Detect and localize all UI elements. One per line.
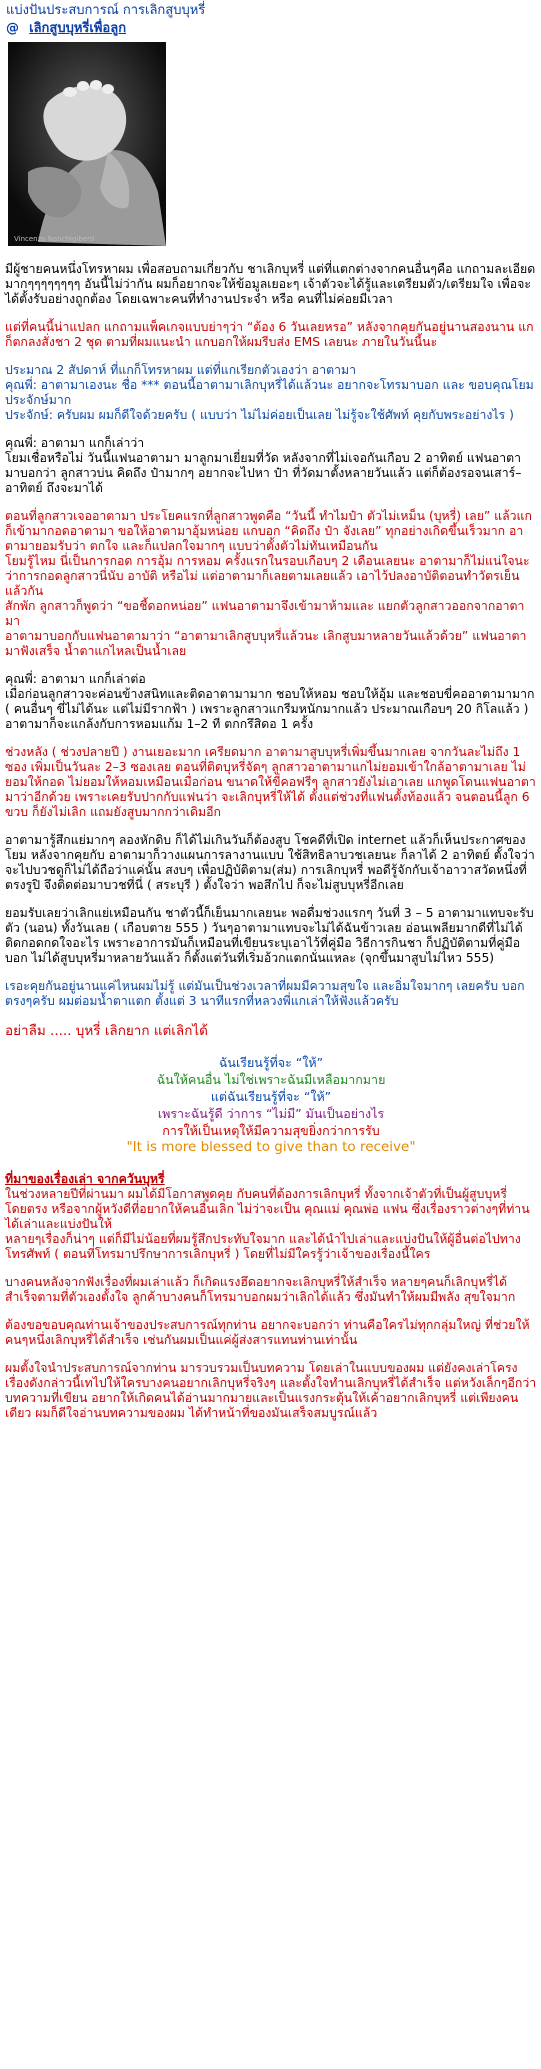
story-paragraph-3: ประมาณ 2 สัปดาห์ ที่แกก็โทรหาผม แต่ที่แกเรียกตัวเองว่า อาตามา คุณพี่: อาตามาเองนะ ชื่อ *** ตอนนี้อาตามาเลิกบุหรี่ได้แล้วนะ อยากจะโทรมาบอก และ ขอบคุณโยมประจักษ์มาก ประจักษ์: ครับผม ผมก็ดีใจด้วยครับ ( แบบว่า ไม่ไม่ค่อยเป็นเลย ไม่รู้จะใช้ศัพท์ คุยกับพระอย่างไร ): [5, 363, 534, 422]
poem-line-4: เพราะฉันรู้ดี ว่าการ “ไม่มี” มันเป็นอย่างไร: [157, 1106, 385, 1121]
hands-illustration: [8, 42, 166, 246]
story-paragraph-8: อาตามารู้สึกแย่มากๆ ลองหักดิบ ก็ได้ไม่เกินวันก็ต้องสูบ โชคดีที่เปิด internet แล้วก็เห็นประกาศของโยม หลังจากคุยกับ อาตามาก็วางแผนการลางานแบบ ใช้สิทธิลาบวชเลยนะ ก็ลาได้ 2 อาทิตย์ ตั้งใจว่าจะไปบวชดูก็ไม่ได้ถือว่าแค่นั้น สงบๆ เพื่อปฏิบัติตาม(ส่ม) การเลิกบุหรี่ พอดีรู้จักกับเจ้าอาวาสวัดหนึ่งที่ตรงรูปิ จึงติดต่อมาบวชที่นี่ ( สระบุรี ) ตั้งใจว่า พอสึกไป ก็จะไม่สูบบุหรี่อีกเลย: [5, 833, 535, 892]
story-paragraph-5: ตอนที่ลูกสาวเจออาตามา ประโยคแรกที่ลูกสาวพูดคือ “วันนี้ ทำไมป๋า ตัวไม่เหม็น (บุหรี่) เลย” แล้วแกก็เข้ามากอดอาตามา ขอให้อาตามาอุ้มหน่อย แกบอก “คิดถึง ป๋า จังเลย” ทุกอย่างเกิดขึ้นเร็วมาก อาตามายอมรับว่า ตกใจ และก็แปลกใจมากๆ แบบว่าตั้งตัวไม่ทันเหมือนกัน โยมรู้ไหม นี่เป็นการกอด การอุ้ม การหอม ครั้งแรกในรอบเกือบๆ 2 เดือนเลยนะ อาตามาก็ไม่แน่ใจนะ ว่าการกอดลูกสาวนี่นับ อาบัติ หรือไม่ แต่อาตามาก็เลยตามเลยแล้ว เอาไว้ปลงอาบัติตอนทำวัตรเย็นแล้วกัน สักพัก ลูกสาวก็พูดว่า “ขอชี้ดอกหน่อย” แฟนอาตามาจึงเข้ามาห้ามและ แยกตัวลูกสาวออกจากอาตามา อาตามาบอกกับแฟนอาตามาว่า “อาตามาเลิกสูบบุหรี่แล้วนะ เลิกสูบมาหลายวันแล้วด้วย” แฟนอาตามาฟังเสร็จ น้ำตาแกไหลเป็นน้ำเลย: [5, 509, 532, 658]
story-paragraph-6: คุณพี่: อาตามา แกก็เล่าต่อ เมื่อก่อนลูกสาวจะค่อนข้างสนิทและติดอาตามามาก ชอบให้หอม ชอบให้อุ้ม และชอบขี่คออาตามามาก ( คนอื่นๆ ขี่ไม่ได้นะ แต่ไม่มีรากฟ้า ) เพราะลูกสาวแกรีมหนักมากแล้ว ประมาณเกือบๆ 20 กิโลแล้ว ) อาตามาก็จะแกล้งกับการหอมแก้ม 1–2 ที ตกกรึสิดอ 1 ครั้ง: [5, 672, 535, 731]
source-paragraph-2: บางคนหลังจากฟังเรื่องที่ผมเล่าแล้ว ก็เกิดแรงฮึดอยากจะเลิกบุหรี่ให้สำเร็จ หลายๆคนก็เลิกบุหรี่ได้สำเร็จตามที่ตัวเองตั้งใจ ลูกค้าบางคนก็โทรมาบอกผมว่าเลิกได้แล้ว ซึ่งมันทำให้ผมมีพลัง สุขใจมาก: [5, 1275, 516, 1304]
hands-photo: [8, 42, 166, 246]
poem-line-3: แต่ฉันเรียนรู้ที่จะ “ให้”: [210, 1089, 332, 1104]
poem-line-2: ฉันให้คนอื่น ไม่ใช่เพราะฉันมีเหลือมากมาย: [156, 1072, 386, 1087]
page-subtitle: [6, 20, 535, 38]
at-symbol: @: [6, 21, 19, 36]
story-paragraph-7: ช่วงหลัง ( ช่วงปลายปี ) งานเยอะมาก เครียดมาก อาตามาสูบบุหรี่เพิ่มขึ้นมากเลย จากวันละไม่ถึง 1 ซอง เพิ่มเป็นวันละ 2–3 ซองเลย ตอนที่ติดบุหรี่จัดๆ ลูกสาวอาตามาแกไม่ยอมเข้าใกล้อาตามาเลย ไม่ยอมให้กอด ไม่ยอมให้หอมเหมือนเมื่อก่อน ขนาดให้ขี่คอฟรีๆ ลูกสาวยังไม่เอาเลย แกพูดโดนแฟนอาตามาว่าอีกด้วย เพราะเคยรับปากกับแฟนว่า จะเลิกบุหรี่ให้ได้ ตั้งแต่ช่วงที่แฟนตั้งท้องแล้ว จนตอนนี้ลูก 6 ขวบ ก็ยังไม่เลิก แถมยังสูบมากกว่าเดิมอีก: [5, 745, 536, 819]
poem-line-5: การให้เป็นเหตุให้มีความสุขยิ่งกว่าการรับ: [162, 1123, 380, 1138]
poem-line-1: ฉันเรียนรู้ที่จะ “ให้”: [218, 1055, 324, 1070]
english-quote: "It is more blessed to give than to receive": [126, 1139, 416, 1155]
page-title: แบ่งปันประสบการณ์ การเลิกสูบบุหรี่: [6, 3, 206, 18]
article-body: [0, 262, 541, 1421]
article-link[interactable]: เลิกสูบบุหรี่เพื่อลูก: [29, 21, 127, 36]
story-paragraph-4: คุณพี่: อาตามา แกก็เล่าว่า โยมเชื่อหรือไม่ วันนี้แฟนอาตามา มาลูกมาเยี่ยมที่วัด หลังจากที่ไม่เจอกันเกือบ 2 อาทิตย์ แฟนอาตามาบอกว่า ลูกสาวบ่น คิดถึง ป๋ามากๆ อยากจะไปหา ป๋า ที่วัดมาตั้งหลายวันแล้ว แต่ก็ต้องรอจนเสาร์–อาทิตย์ ถึงจะมาได้: [5, 436, 522, 495]
story-paragraph-10: เรอะคุยกันอยู่นานแค่ไหนผมไม่รู้ แต่มันเป็นช่วงเวลาที่ผมมีความสุขใจ และอิ่มใจมากๆ เลยครับ บอกตรงๆครับ ผมต่อมน้ำตาแตก ตั้งแต่ 3 นาทีแรกที่หลวงพี่แกเล่าให้ฟังแล้วครับ: [5, 979, 525, 1008]
page-header: [0, 0, 541, 38]
story-paragraph-2: แต่ที่คนนี้น่าแปลก แกถามแพ็คเกจแบบย่าๆว่า “ต้อง 6 วันเลยหรอ” หลังจากคุยกันอยู่นานสองนาน แกก็ตกลงสั่งชา 2 ชุด ตามที่ผมแนะนำ แกบอกให้ผมรีบส่ง EMS เลยนะ ภายในวันนี้นะ: [5, 320, 534, 349]
photo-caption: Vincenzo Nanchigiberti: [14, 235, 95, 243]
source-paragraph-4: ผมตั้งใจนำประสบการณ์จากท่าน มารวบรวมเป็นบทความ โดยเล่าในแบบของผม แต่ยังคงเล่าโครงเรื่องดังกล่าวนี้เทไปให้ใครบางคนอยากเลิกบุหรี่จริงๆ และตั้งใจทำนเลิกบุหรี่ได้สำเร็จ แต่หวังเล็กๆอีกว่า บทความที่เขียน อยากให้เกิดคนได้อ่านมากมายและเป็นแรงกระตุ้นให้เค้าอยากเลิกบุหรี่ แต่เพียงคนเดียว ผมก็ดีใจอ่านบทความของผม ได้ทำหน้าที่ของมันเสร็จสมบูรณ์แล้ว: [5, 1361, 537, 1420]
story-paragraph-9: ยอมรับเลยว่าเลิกแย่เหมือนกัน ชาตัวนี้ก็เย็นมากเลยนะ พอดื่มช่วงแรกๆ วันที่ 3 – 5 อาตามาแทบจะรับตัว (นอน) ทั้งวันเลย ( เกือบตาย 555 ) วันๆอาตามาแทบจะไม่ได้ฉันข้าวเลย อ่อนเพลียมากดีที่ไม่ได้ติดกอดกดใจอะไร เพราะอาการมันก็เหมือนที่เขียนระบุเอาไว้ที่คู่มือ วิธีการกินชา ก็ปฏิบัติตามที่คู่มือบอก ไม่ได้สูบบุหรี่มาหลายวันแล้ว ก็ตั้งแต่วันที่เริ่มอ้วกแตกนั่นแหละ (จุกขึ้นมาสูบไม่ไหว 555): [5, 906, 534, 965]
warning-line: อย่าลืม ..... บุหรี่ เลิกยาก แต่เลิกได้: [5, 1023, 208, 1039]
source-heading: ที่มาของเรื่องเล่า จากควันบุหรี่: [5, 1172, 165, 1186]
source-paragraph-1: ในช่วงหลายปีที่ผ่านมา ผมได้มีโอกาสพูดคุย กับคนที่ต้องการเลิกบุหรี่ ทั้งจากเจ้าตัวที่เป็นผู้สูบบุหรี่โดยตรง หรือจากผู้หวังดีที่อยากให้คนอื่นเลิก ไม่ว่าจะเป็น คุณแม่ คุณพ่อ แฟน ซึ่งเรื่องราวต่างๆที่ท่านได้เล่าและแบ่งปันให้ หลายๆเรื่องก็น่าๆ แต่ก็มีไม่น้อยที่ผมรู้สึกประทับใจมาก และได้นำไปเล่าและแบ่งปันให้ผู้อื่นต่อไปทางโทรศัพท์ ( ตอนที่โทรมาปรึกษาการเลิกบุหรี่ ) โดยที่ไม่มีใครรู้ว่าเจ้าของเรื่องนี้ใคร: [5, 1187, 530, 1261]
poem-block: [5, 1054, 537, 1156]
source-paragraph-3: ต้องขอขอบคุณท่านเจ้าของประสบการณ์ทุกท่าน อยากจะบอกว่า ท่านคือใครไม่ทุกกลุ่มใหญ่ ที่ช่วยให้คนๆหนึ่งเลิกบุหรี่ได้สำเร็จ เช่นกันผมเป็นแค่ผู้ส่งสารแทนท่านเท่านั้น: [5, 1318, 530, 1347]
story-paragraph-1: มีผู้ชายคนหนึ่งโทรหาผม เพื่อสอบถามเกี่ยวกับ ชาเลิกบุหรี่ แต่ที่แตกต่างจากคนอื่นๆคือ แกถามละเอียดมากๆๆๆๆๆๆๆๆ อันนี้ไม่ว่ากัน ผมก็อยากจะให้ข้อมูลเยอะๆ เจ้าตัวจะได้รู้และเตรียมตัว/เตรียมใจ เพื่อจะได้ตั้งรับอย่างถูกต้อง โดยเฉพาะคนที่ทำงานประจำ หรือ คนที่ไม่ค่อยมีเวลา: [5, 262, 536, 306]
